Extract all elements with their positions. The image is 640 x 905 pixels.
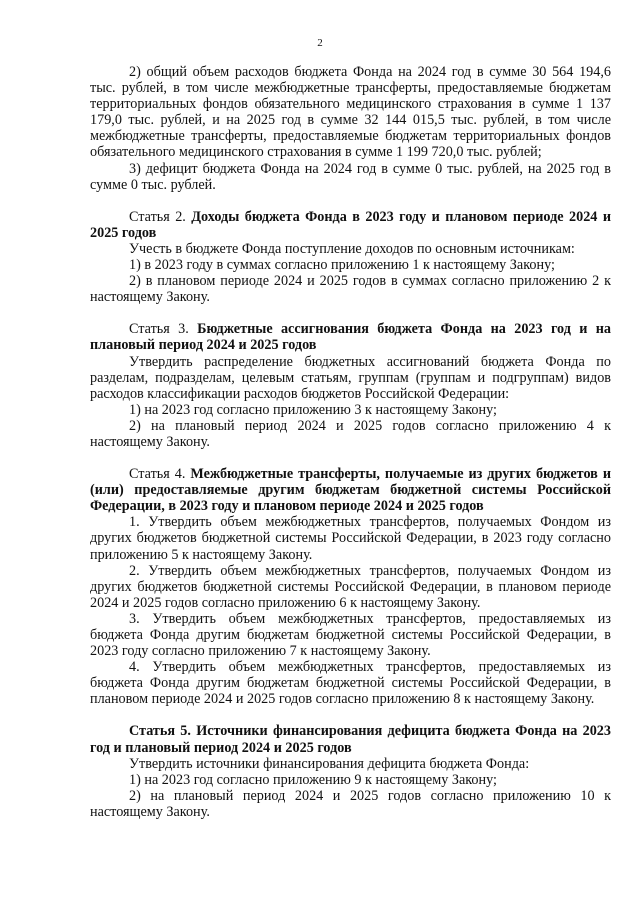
article-2-paragraph: 1) в 2023 году в суммах согласно приложению 1 к настоящему Закону; <box>129 257 555 274</box>
article-4-title: Межбюджетные трансферты, получаемые из других бюджетов и (или) предоставляемые другим бюджетам бюджетной системы Российской Федерации, в 2023 году и плановом периоде 2024 и 2025 годов <box>90 466 611 515</box>
article-4-heading <box>90 466 611 514</box>
article-3-title: Бюджетные ассигнования бюджета Фонда на 2023 год и на плановый период 2024 и 2025 годов <box>90 321 612 354</box>
article-5-paragraph: 2) на плановый период 2024 и 2025 годов согласно приложению 10 к настоящему Закону. <box>90 787 611 820</box>
article-2-title: Доходы бюджета Фонда в 2023 году и плановом периоде 2024 и 2025 годов <box>90 208 611 241</box>
article-5-paragraph: Утвердить источники финансирования дефицита бюджета Фонда: <box>129 755 530 772</box>
article-2-prefix: Статья 2. <box>129 208 186 225</box>
article-5-paragraph: 1) на 2023 год согласно приложению 9 к настоящему Закону; <box>129 771 497 788</box>
article-3-heading <box>90 321 611 353</box>
article-3-paragraph: 2) на плановый период 2024 и 2025 годов согласно приложению 4 к настоящему Закону. <box>90 417 611 450</box>
article-3 <box>90 321 611 450</box>
item-2-expenses: 2) общий объем расходов бюджета Фонда на 2024 год в сумме 30 564 194,6 тыс. рублей, в том числе межбюджетные трансферты, предоставляемые бюджетам территориальных фондов обязательного медицинского страхования в сумме 1 137 179,0 тыс. рублей, и на 2025 год в сумме 32 144 015,5 тыс. рублей, в том числе межбюджетные трансферты, предоставляемые бюджетам территориальных фондов обязательного медицинского страхования в сумме 1 199 720,0 тыс. рублей; <box>90 64 611 161</box>
article-5 <box>90 723 611 820</box>
article-4 <box>90 466 611 707</box>
document-body <box>90 64 611 820</box>
article-5-heading: Статья 5. Источники финансирования дефицита бюджета Фонда на 2023 год и плановый период 2024 и 2025 годов <box>90 723 611 756</box>
article-2-paragraph: Учесть в бюджете Фонда поступление доходов по основным источникам: <box>129 240 575 257</box>
article-3-paragraph: 1) на 2023 год согласно приложению 3 к настоящему Закону; <box>129 401 497 418</box>
article-4-prefix: Статья 4. <box>129 466 186 483</box>
article-2-paragraph: 2) в плановом периоде 2024 и 2025 годов в суммах согласно приложению 2 к настоящему Закону. <box>90 273 611 306</box>
article-3-paragraph: Утвердить распределение бюджетных ассигнований бюджета Фонда по разделам, подразделам, целевым статьям, группам (группам и подгруппам) видов расходов классификации расходов бюджетов Российской Федерации: <box>90 353 611 402</box>
item-3-deficit: 3) дефицит бюджета Фонда на 2024 год в сумме 0 тыс. рублей, на 2025 год в сумме 0 тыс. рублей. <box>90 160 611 193</box>
article-2 <box>90 209 611 306</box>
article-4-paragraph: 1. Утвердить объем межбюджетных трансфертов, получаемых Фондом из других бюджетов бюджетной системы Российской Федерации, в 2023 году согласно приложению 5 к настоящему Закону. <box>90 514 611 563</box>
article-4-paragraph: 4. Утвердить объем межбюджетных трансфертов, предоставляемых из бюджета Фонда другим бюджетам бюджетной системы Российской Федерации, в плановом периоде 2024 и 2025 годов согласно приложению 8 к настоящему Закону. <box>90 659 611 708</box>
article-4-paragraph: 2. Утвердить объем межбюджетных трансфертов, получаемых Фондом из других бюджетов бюджетной системы Российской Федерации, в плановом периоде 2024 и 2025 годов согласно приложению 6 к настоящему Закону. <box>90 562 611 611</box>
article-1-continuation <box>90 64 611 193</box>
article-2-heading <box>90 209 611 241</box>
page-number: 2 <box>317 37 323 49</box>
article-4-paragraph: 3. Утвердить объем межбюджетных трансфертов, предоставляемых из бюджета Фонда другим бюджетам бюджетной системы Российской Федерации, в 2023 году согласно приложению 7 к настоящему Закону. <box>90 610 611 660</box>
article-3-prefix: Статья 3. <box>129 321 189 338</box>
